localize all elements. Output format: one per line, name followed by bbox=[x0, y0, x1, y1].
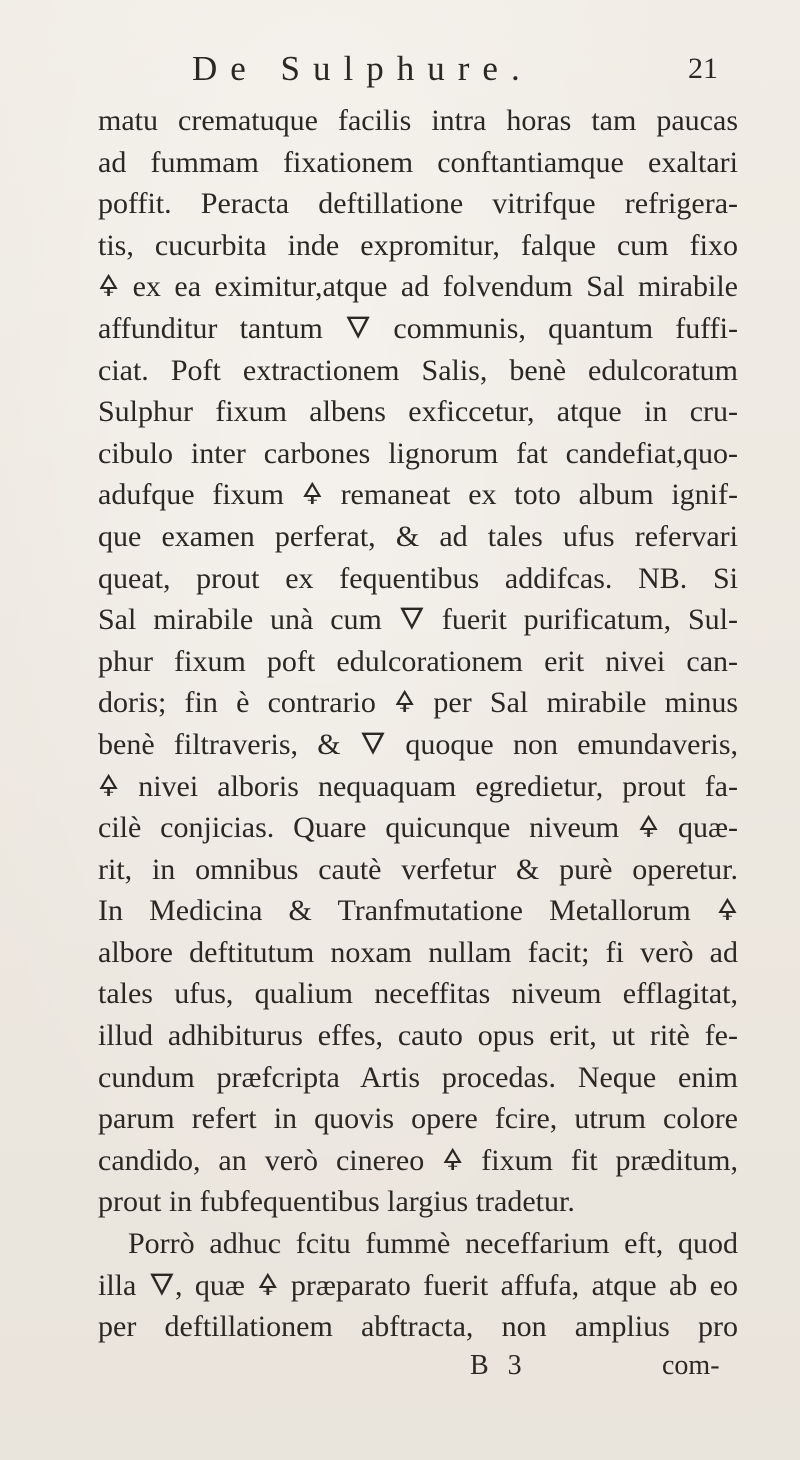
text-line: queat, prout ex fequentibus addifcas. NB. Si bbox=[98, 561, 738, 595]
text-line: phur fixum poft edulcorationem erit nivei can- bbox=[98, 644, 738, 678]
running-head bbox=[0, 44, 800, 94]
text-line: albore deftitutum noxam nullam facit; fi verò ad bbox=[98, 935, 738, 969]
text-line: 🜍 ex ea eximitur,atque ad folvendum Sal mirabile bbox=[98, 270, 738, 304]
text-line: ad fummam fixationem conftantiamque exaltari bbox=[98, 145, 738, 179]
text-line: matu crematuque facilis intra horas tam paucas bbox=[98, 104, 738, 137]
text-line: tales ufus, qualium neceffitas niveum efflagitat, bbox=[98, 977, 738, 1011]
text-line: doris; fin è contrario 🜍 per Sal mirabile minus bbox=[98, 686, 738, 720]
text-line: parum refert in quovis opere fcire, utrum colore bbox=[98, 1102, 738, 1136]
text-line: candido, an verò cinereo 🜍 fixum fit præditum, bbox=[98, 1143, 738, 1177]
text-line: ciat. Poft extractionem Salis, benè edulcoratum bbox=[98, 353, 738, 387]
text-line: per deftillationem abftracta, non amplius pro bbox=[98, 1310, 738, 1344]
text-line: Sulphur fixum albens exficcetur, atque in cru- bbox=[98, 395, 738, 429]
text-line: prout in fubfequentibus largius tradetur. bbox=[98, 1185, 575, 1219]
text-line: que examen perferat, & ad tales ufus refervari bbox=[98, 519, 738, 553]
text-line: cilè conjicias. Quare quicunque niveum 🜍 quæ- bbox=[98, 811, 738, 845]
text-line: 🜍 nivei alboris nequaquam egredietur, prout fa- bbox=[98, 769, 738, 803]
text-line: poffit. Peracta deftillatione vitrifque refrigera- bbox=[98, 187, 738, 221]
body-text bbox=[98, 100, 738, 1348]
catchword: com- bbox=[662, 1350, 720, 1381]
text-line: rit, in omnibus cautè verfetur & purè operetur. bbox=[98, 852, 738, 886]
text-line: illud adhibiturus effes, cauto opus erit, ut ritè fe- bbox=[98, 1019, 738, 1053]
page-footer bbox=[0, 1345, 800, 1387]
text-line: In Medicina & Tranfmutatione Metallorum 🜍 bbox=[98, 894, 738, 928]
text-line: tis, cucurbita inde expromitur, falque cum fixo bbox=[98, 228, 738, 262]
text-line: Porrò adhuc fcitu fummè neceffarium eft, quod bbox=[128, 1227, 738, 1261]
signature-mark: B 3 bbox=[470, 1350, 528, 1381]
text-line: cibulo inter carbones lignorum fat candefiat,quo- bbox=[98, 436, 738, 470]
text-line: benè filtraveris, & 🜄 quoque non emundaveris, bbox=[98, 727, 738, 761]
text-line: cundum præfcripta Artis procedas. Neque enim bbox=[98, 1060, 738, 1094]
text-line: affunditur tantum 🜄 communis, quantum fuffi- bbox=[98, 311, 738, 345]
running-title: De Sulphure. bbox=[192, 49, 533, 88]
text-line: illa 🜄, quæ 🜍 præparato fuerit affufa, atque ab eo bbox=[98, 1268, 738, 1302]
text-line: Sal mirabile unà cum 🜄 fuerit purificatum, Sul- bbox=[98, 603, 738, 637]
text-line: adufque fixum 🜍 remaneat ex toto album ignif- bbox=[98, 478, 738, 512]
page-number: 21 bbox=[688, 52, 718, 85]
